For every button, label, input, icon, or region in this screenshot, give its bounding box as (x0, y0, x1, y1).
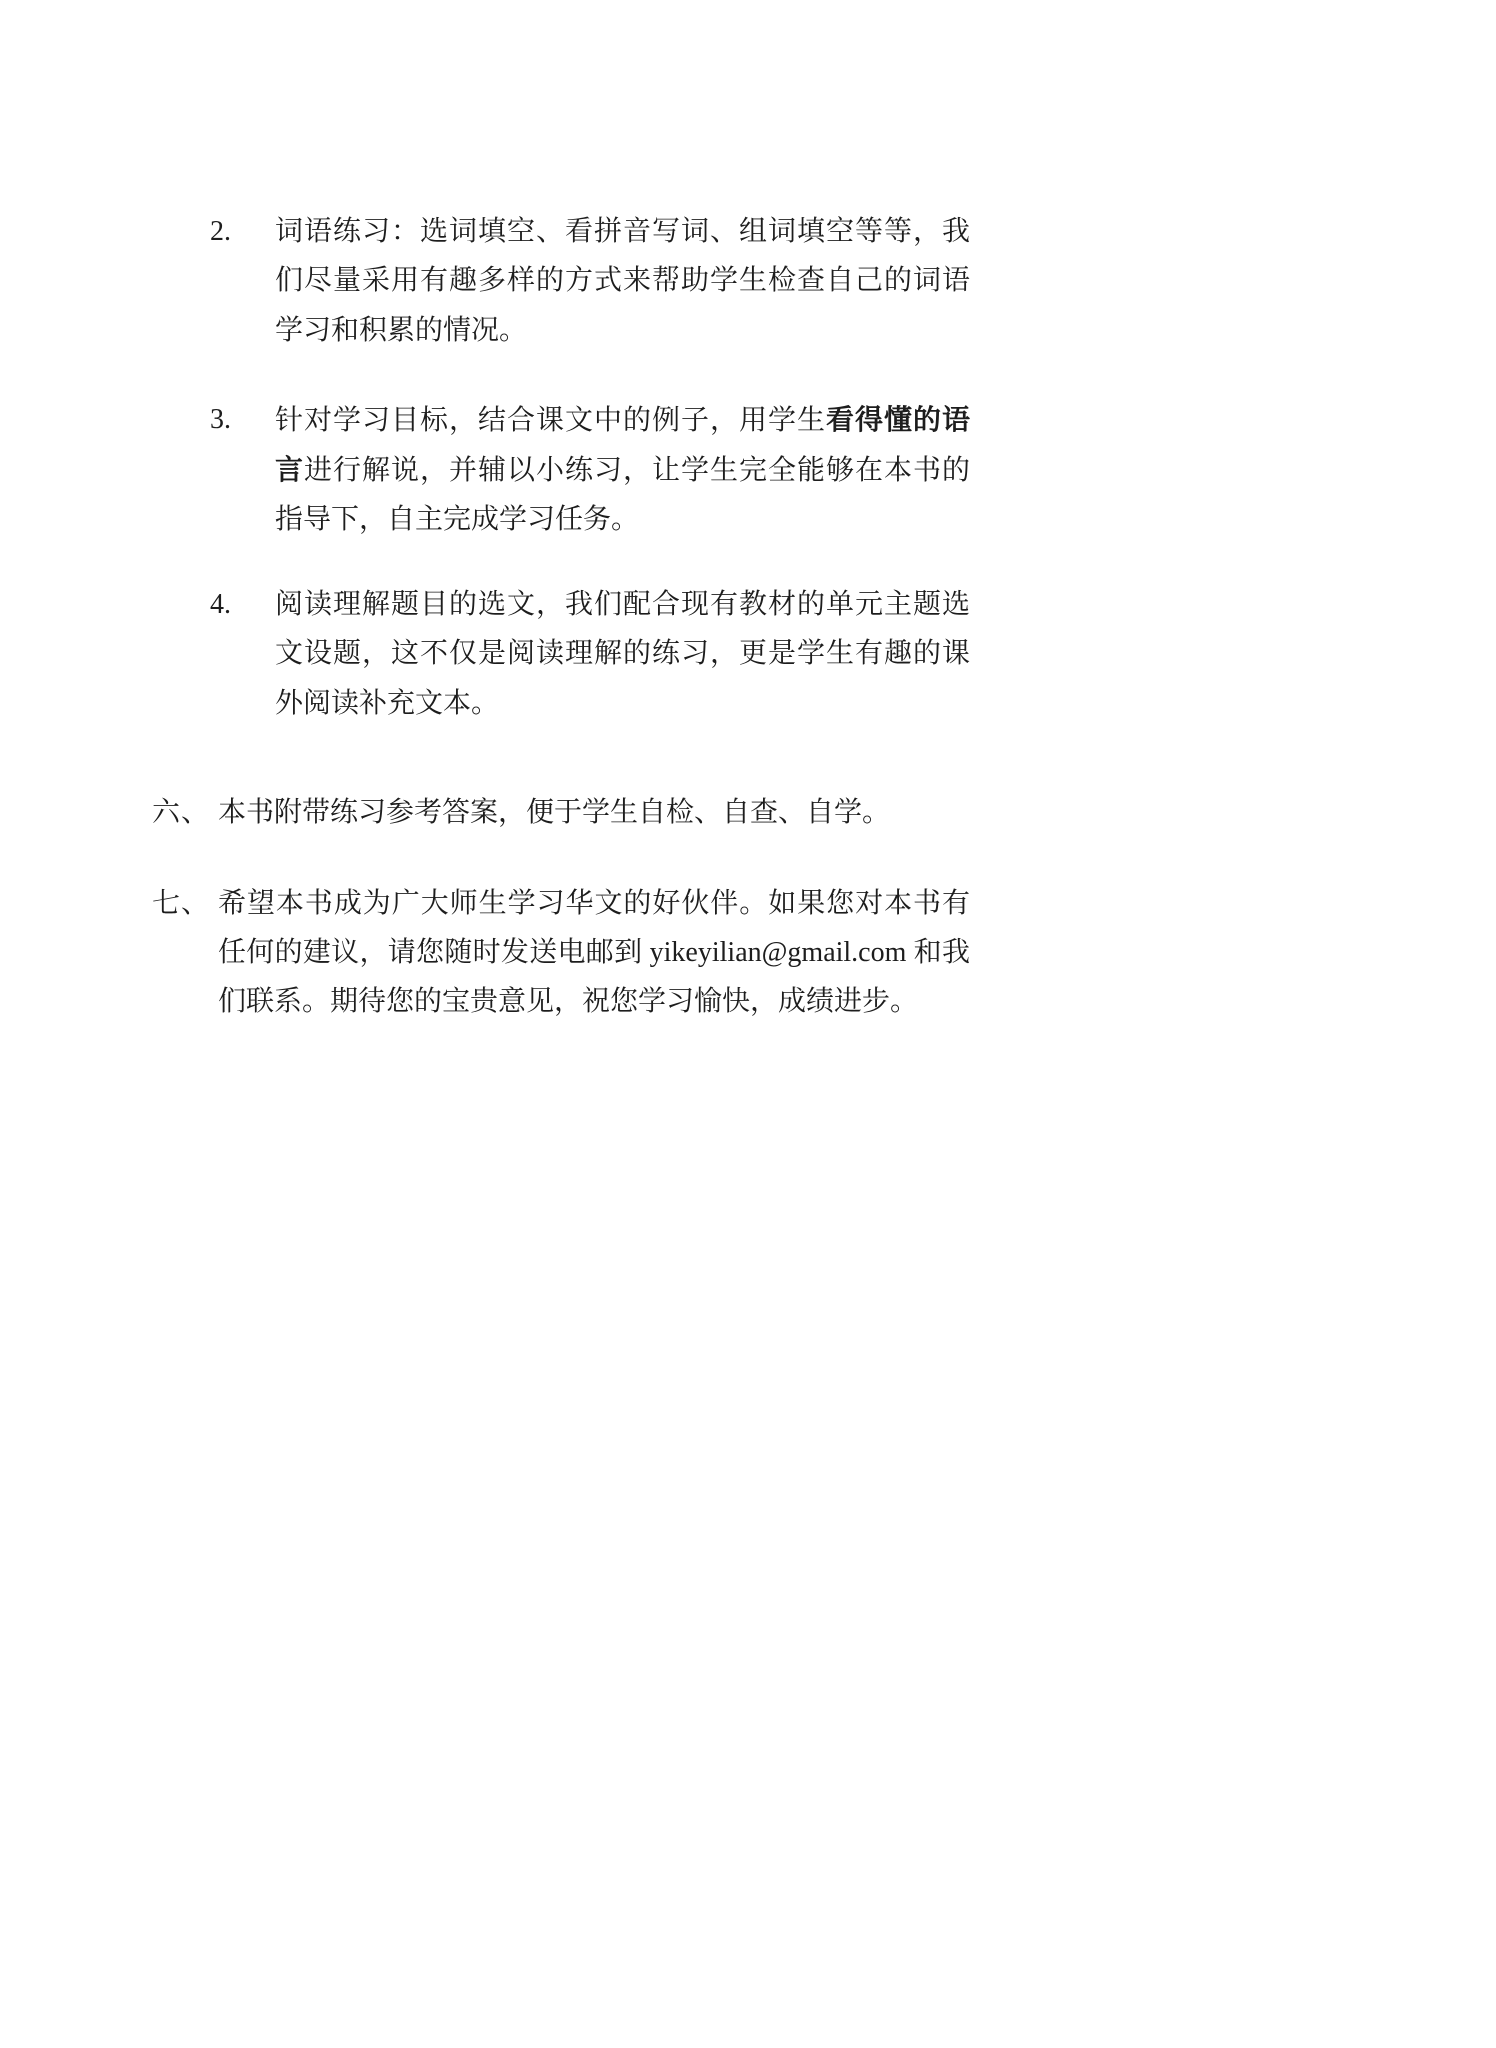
section-item-6 (152, 788, 970, 837)
item-number: 七、 (152, 888, 211, 919)
item-number: 六、 (152, 797, 211, 828)
section-item-7 (152, 879, 970, 1026)
item-text (218, 879, 970, 1026)
item-text (275, 207, 970, 355)
email-text: yikeyilian@gmail.com (649, 937, 907, 968)
item-number: 2. (210, 216, 231, 247)
item-text-before: 希望本书成为广大师生学习华文的好伙伴。如果您对本书有任何的建议，请您随时发送电邮到 (218, 888, 970, 968)
item-text-after: 和我们联系。期待您的宝贵意见，祝您学习愉快，成绩进步。 (218, 937, 970, 1017)
item-text (218, 788, 970, 837)
numbered-item-4 (152, 580, 970, 728)
item-number: 4. (210, 589, 231, 620)
item-text-after: 进行解说，并辅以小练习，让学生完全能够在本书的指导下，自主完成学习任务。 (275, 455, 970, 535)
bold-phrase: 看得懂的语言 (275, 404, 970, 485)
item-text (275, 580, 970, 728)
numbered-item-2 (152, 207, 970, 355)
item-text-before: 阅读理解题目的选文，我们配合现有教材的单元主题选文设题，这不仅是阅读理解的练习，更是学生有趣的课外阅读补充文本。 (275, 589, 970, 719)
item-text (275, 395, 970, 544)
document-page (0, 0, 970, 1026)
item-number: 3. (210, 404, 231, 435)
item-text-before: 本书附带练习参考答案，便于学生自检、自查、自学。 (218, 797, 891, 828)
item-text-before: 针对学习目标，结合课文中的例子，用学生 (275, 405, 826, 436)
numbered-item-3 (152, 395, 970, 544)
item-text-before: 词语练习：选词填空、看拼音写词、组词填空等等，我们尽量采用有趣多样的方式来帮助学生检查自己的词语学习和积累的情况。 (275, 216, 970, 346)
